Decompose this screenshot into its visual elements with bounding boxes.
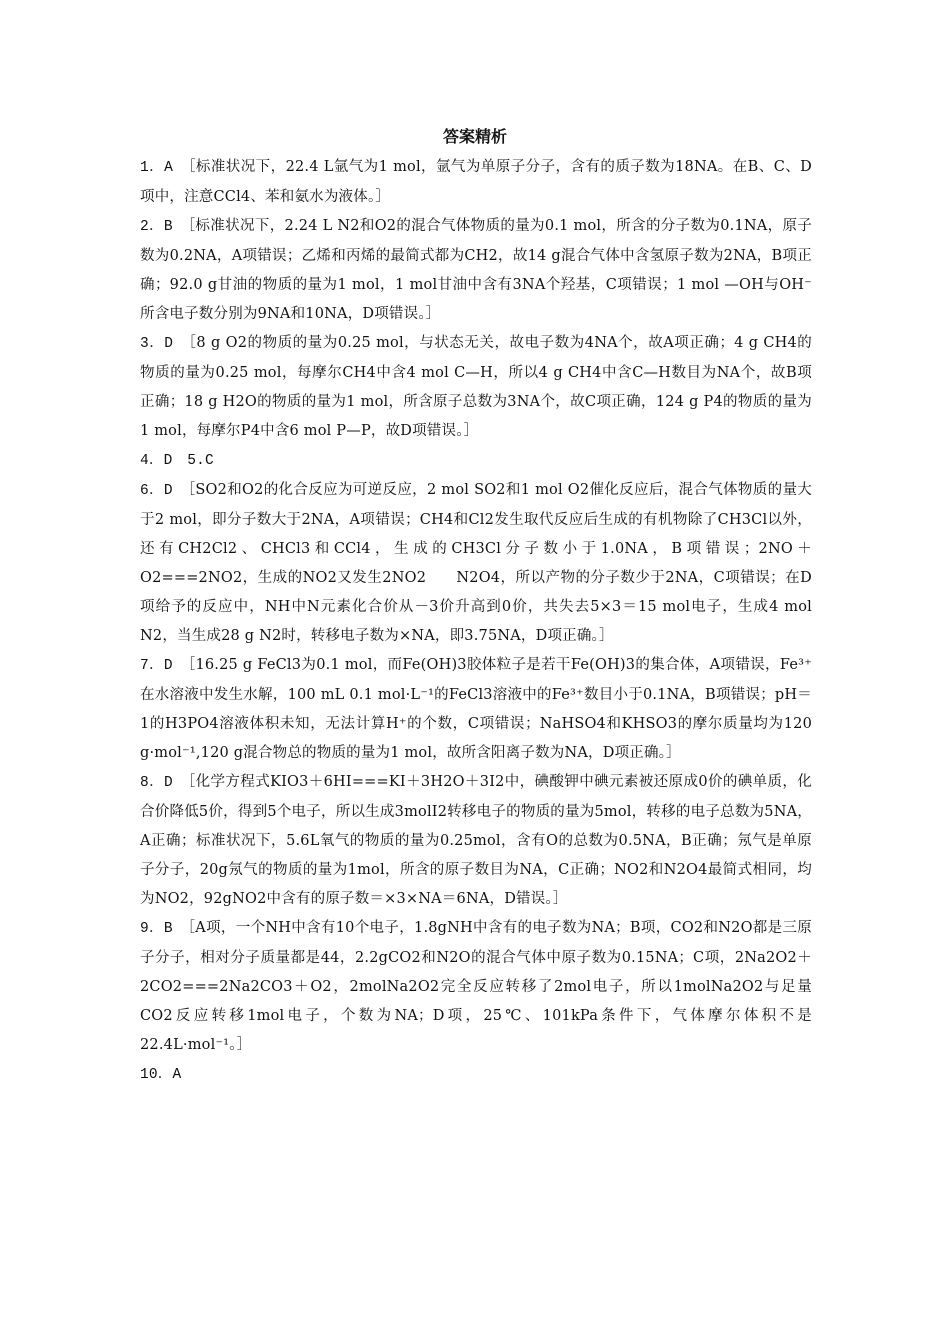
answer-label: 8．D: [140, 775, 173, 791]
answer-label: 9．B: [140, 921, 173, 937]
answer-item: [140, 476, 812, 651]
page-title: 答案精析: [442, 127, 507, 146]
answer-label: 6．D: [140, 483, 173, 499]
answer-item: [140, 446, 812, 476]
answer-text: ［标准状况下，2.24 L N2和O2的混合气体物质的量为0.1 mol，所含的分子数为0.1NA，原子数为0.2NA，A项错误；乙烯和丙烯的最简式都为CH2，故14 g混合气体中含氢原子数为2NA，B项正确；92.0 g甘油的物质的量为1 mol，1 mol甘油中含有3NA个羟基，C项错误；1 mol —OH与OH⁻所含电子数分别为9NA和10NA，D项错误。］: [140, 218, 812, 322]
answer-item: [140, 1060, 812, 1090]
answer-label: 10．A: [140, 1067, 182, 1083]
answer-label: 2．B: [140, 219, 173, 235]
answer-text: ［16.25 g FeCl3为0.1 mol，而Fe(OH)3胶体粒子是若干Fe(OH)3的集合体，A项错误，Fe³⁺在水溶液中发生水解，100 mL 0.1 mol·L⁻¹的FeCl3溶液中的Fe³⁺数目小于0.1NA，B项错误；pH＝1的H3PO4溶液体积未知，无法计算H⁺的个数，C项错误；NaHSO4和KHSO3的摩尔质量均为120 g·mol⁻¹,120 g混合物总的物质的量为1 mol，故所含阳离子数为NA，D项正确。］: [140, 657, 812, 761]
answer-text: ［8 g O2的物质的量为0.25 mol，与状态无关，故电子数为4NA个，故A项正确；4 g CH4的物质的量为0.25 mol，每摩尔CH4中含4 mol C—H，所以4 g CH4中含C—H数目为NA个，故B项正确；18 g H2O的物质的量为1 mol，所含原子总数为3NA个，故C项正确，124 g P4的物质的量为1 mol，每摩尔P4中含6 mol P—P，故D项错误。］: [140, 335, 812, 439]
answer-text: ［化学方程式KIO3＋6HI===KI＋3H2O＋3I2中，碘酸钾中碘元素被还原成0价的碘单质，化合价降低5价，得到5个电子，所以生成3molI2转移电子的物质的量为5mol，转移的电子总数为5NA，A正确；标准状况下，5.6L氧气的物质的量为0.25mol，含有O的总数为0.5NA，B正确；氖气是单原子分子，20g氖气的物质的量为1mol，所含的原子数目为NA，C正确；NO2和N2O4最简式相同，均为NO2，92gNO2中含有的原子数＝×3×NA＝6NA，D错误。］: [140, 774, 812, 907]
answer-label: 7．D: [140, 658, 173, 674]
answer-label: 1．A: [140, 160, 173, 176]
answer-item: [140, 768, 812, 914]
answer-item: [140, 212, 812, 329]
answer-text: ［A项，一个NH中含有10个电子，1.8gNH中含有的电子数为NA；B项，CO2和N2O都是三原子分子，相对分子质量都是44，2.2gCO2和N2O的混合气体中原子数为0.15NA；C项，2Na2O2＋2CO2===2Na2CO3＋O2，2molNa2O2完全反应转移了2mol电子，所以1molNa2O2与足量CO2反应转移1mol电子，个数为NA；D项，25℃、101kPa条件下，气体摩尔体积不是22.4L·mol⁻¹。］: [140, 920, 812, 1053]
answer-list: [140, 153, 812, 1090]
answer-item: [140, 153, 812, 212]
answer-item: [140, 914, 812, 1060]
answer-item: [140, 329, 812, 446]
answer-text: ［SO2和O2的化合反应为可逆反应，2 mol SO2和1 mol O2催化反应后，混合气体物质的量大于2 mol，即分子数大于2NA，A项错误；CH4和Cl2发生取代反应后生成的有机物除了CH3Cl以外，还有CH2Cl2、CHCl3和CCl4，生成的CH3Cl分子数小于1.0NA，B项错误；2NO＋O2===2NO2，生成的NO2又发生2NO2 N2O4，所以产物的分子数少于2NA，C项错误；在D项给予的反应中，NH中N元素化合价从－3价升高到0价，共失去5×3＝15 mol电子，生成4 mol N2，当生成28 g N2时，转移电子数为×NA，即3.75NA，D项正确。］: [140, 482, 812, 644]
answer-label: 4．D 5.C: [140, 453, 214, 469]
answer-text: ［标准状况下，22.4 L氩气为1 mol，氩气为单原子分子，含有的质子数为18NA。在B、C、D项中，注意CCl4、苯和氨水为液体。］: [140, 159, 812, 205]
answer-label: 3．D: [140, 336, 174, 352]
answer-item: [140, 651, 812, 768]
